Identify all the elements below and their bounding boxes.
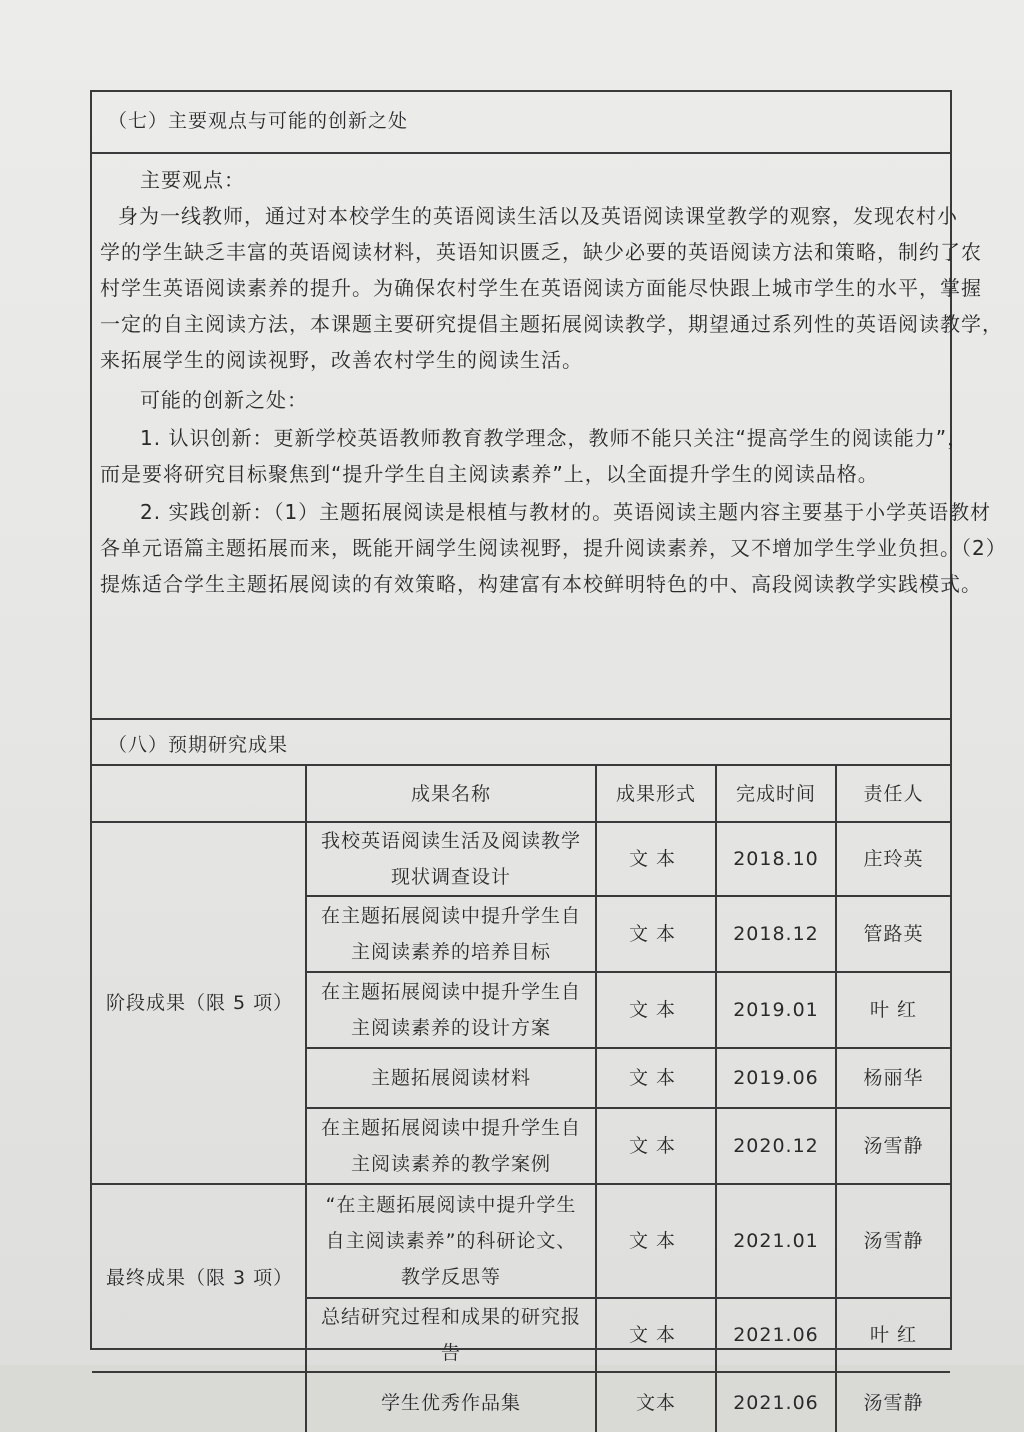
outcomes-table (92, 766, 950, 1432)
paragraph-line: 1. 认识创新：更新学校英语教师教育教学理念，教师不能只关注“提高学生的阅读能力”， (140, 426, 969, 450)
paragraph-line: 来拓展学生的阅读视野，改善农村学生的阅读生活。 (100, 348, 583, 372)
outcome-form: 文本 (596, 1184, 716, 1298)
table-row (92, 1184, 950, 1298)
section7-body (92, 154, 1007, 720)
header-cell-blank (92, 766, 306, 822)
outcome-person: 叶 红 (836, 972, 950, 1048)
outcome-form: 文本 (596, 1108, 716, 1184)
header-cell: 完成时间 (716, 766, 836, 822)
section8-header (92, 720, 950, 766)
outcome-name: 主题拓展阅读材料 (306, 1048, 596, 1108)
paragraph-line: 各单元语篇主题拓展而来，既能开阔学生阅读视野，提升阅读素养，又不增加学生学业负担。（2） (100, 536, 1007, 560)
paragraph-line: 学的学生缺乏丰富的英语阅读材料，英语知识匮乏，缺少必要的英语阅读方法和策略，制约了农 (100, 240, 982, 264)
outcome-form: 文本 (596, 822, 716, 896)
outcome-date: 2021.06 (716, 1372, 836, 1432)
header-cell: 成果形式 (596, 766, 716, 822)
outcome-name: 在主题拓展阅读中提升学生自主阅读素养的培养目标 (306, 896, 596, 972)
section7-header (92, 92, 950, 154)
final-outcomes-label: 最终成果（限 3 项） (92, 1184, 306, 1372)
paragraph-line: 一定的自主阅读方法，本课题主要研究提倡主题拓展阅读教学，期望通过系列性的英语阅读教学， (100, 312, 1003, 336)
outcome-name: 学生优秀作品集 (306, 1372, 596, 1432)
table-row (92, 1372, 950, 1432)
outcome-name: 我校英语阅读生活及阅读教学现状调查设计 (306, 822, 596, 896)
outcome-date: 2020.12 (716, 1108, 836, 1184)
outcome-person: 汤雪静 (836, 1184, 950, 1298)
outcome-form: 文本 (596, 896, 716, 972)
header-cell: 成果名称 (306, 766, 596, 822)
section8-title: （八）预期研究成果 (108, 734, 289, 756)
outcome-date: 2021.06 (716, 1298, 836, 1372)
outcome-person: 管路英 (836, 896, 950, 972)
paragraph-line: 提炼适合学生主题拓展阅读的有效策略，构建富有本校鲜明特色的中、高段阅读教学实践模式。 (100, 572, 982, 596)
outcome-date: 2019.06 (716, 1048, 836, 1108)
outcome-person: 汤雪静 (836, 1372, 950, 1432)
innovation-heading: 可能的创新之处： (140, 388, 308, 412)
header-cell: 责任人 (836, 766, 950, 822)
outcome-date: 2018.12 (716, 896, 836, 972)
outcome-person: 汤雪静 (836, 1108, 950, 1184)
paragraph-line: 而是要将研究目标聚焦到“提升学生自主阅读素养”上，以全面提升学生的阅读品格。 (100, 462, 879, 486)
outcome-date: 2021.01 (716, 1184, 836, 1298)
main-points-heading: 主要观点： (140, 168, 245, 192)
outcome-person: 庄玲英 (836, 822, 950, 896)
outcome-name: “在主题拓展阅读中提升学生自主阅读素养”的科研论文、教学反思等 (306, 1184, 596, 1298)
outcome-person: 叶 红 (836, 1298, 950, 1372)
outcome-date: 2019.01 (716, 972, 836, 1048)
empty-cell (92, 1372, 306, 1432)
table-row (92, 822, 950, 896)
outcome-form: 文本 (596, 1048, 716, 1108)
outcome-date: 2018.10 (716, 822, 836, 896)
form-frame (90, 90, 1007, 1414)
paragraph-line: 身为一线教师，通过对本校学生的英语阅读生活以及英语阅读课堂教学的观察，发现农村小 (118, 204, 958, 228)
outcome-name: 在主题拓展阅读中提升学生自主阅读素养的设计方案 (306, 972, 596, 1048)
paragraph-line: 村学生英语阅读素养的提升。为确保农村学生在英语阅读方面能尽快跟上城市学生的水平，掌握 (100, 276, 982, 300)
table-header-row (92, 766, 950, 822)
outcome-person: 杨丽华 (836, 1048, 950, 1108)
outcome-name: 总结研究过程和成果的研究报告 (306, 1298, 596, 1372)
paragraph-line: 2. 实践创新：（1）主题拓展阅读是根植与教材的。英语阅读主题内容主要基于小学英语教材 (140, 500, 992, 524)
stage-outcomes-label: 阶段成果（限 5 项） (92, 822, 306, 1184)
outcome-form: 文本 (596, 1298, 716, 1372)
outcome-form: 文本 (596, 1372, 716, 1432)
section7-title: （七）主要观点与可能的创新之处 (108, 110, 409, 132)
outcome-form: 文本 (596, 972, 716, 1048)
outcome-name: 在主题拓展阅读中提升学生自主阅读素养的教学案例 (306, 1108, 596, 1184)
